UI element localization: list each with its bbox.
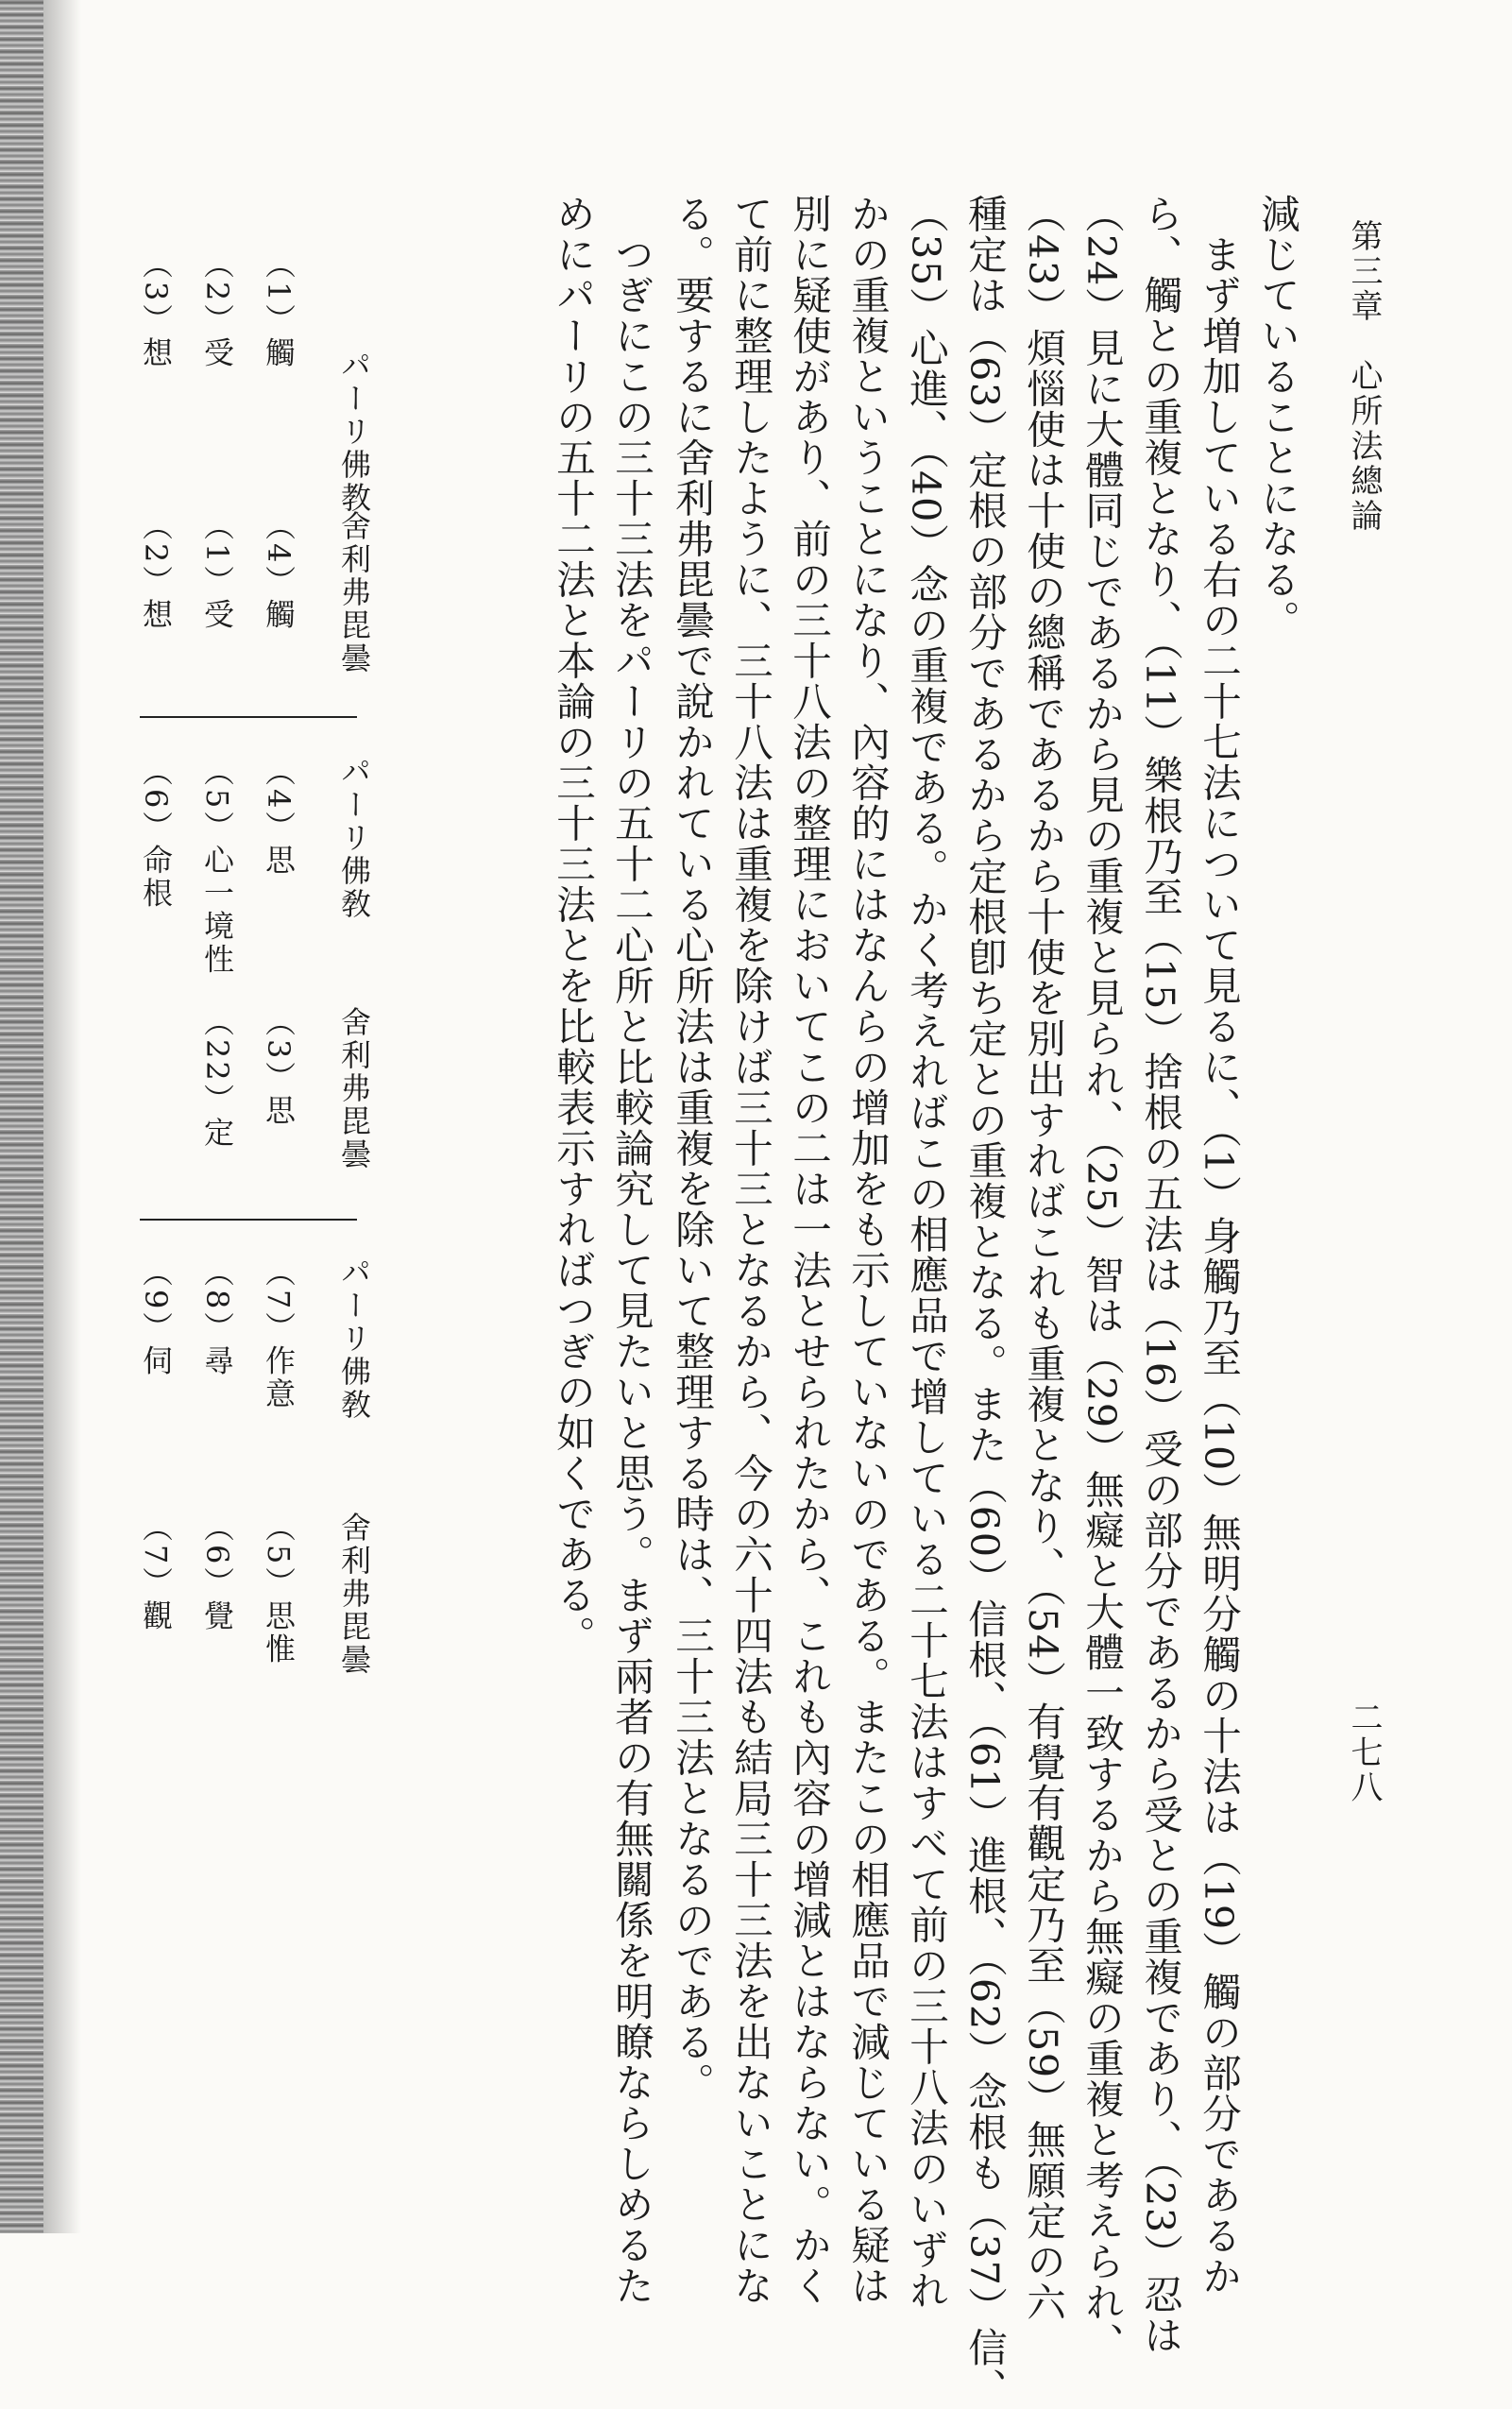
table-cell: （7）觀 <box>138 1512 174 1633</box>
table-cell: （4）思 <box>261 756 297 878</box>
body-line: 減じていることになる。 <box>1254 194 1300 641</box>
body-line: 種定は（63）定根の部分であるから定根卽ち定との重複となる。また（60）信根、（61）進根、（62）念根も（37）信、 <box>961 194 1008 2409</box>
table-group-divider <box>140 716 357 718</box>
body-line: （35）心進、（40）念の重複である。かく考えればこの相應品で增している二十七法はすべて前の三十八法のいずれ <box>903 194 949 2311</box>
page-number: 二七八 <box>1345 1700 1383 1805</box>
table-cell: （6）覺 <box>199 1512 235 1633</box>
table-cell: （22）定 <box>199 1006 235 1150</box>
table-cell: （4）觸 <box>261 510 297 632</box>
body-line: まず増加している右の二十七法について見るに、（1）身觸乃至（10）無明分觸の十法は（19）觸の部分であるか <box>1196 194 1242 2297</box>
table-col-header: 舍利弗毘曇 <box>336 1006 372 1171</box>
table-cell: （9）伺 <box>138 1256 174 1378</box>
body-line: て前に整理したように、三十八法は重複を除けば三十三となるから、今の六十四法も結局三十三法を出ないことにな <box>727 194 773 2306</box>
table-cell: （2）受 <box>199 248 235 370</box>
body-line: ら、觸との重複となり、（11）樂根乃至（15）捨根の五法は（16）受の部分であるから受との重複であり、（23）忍は <box>1137 194 1183 2356</box>
table-col-header: パーリ佛敎 <box>336 756 372 921</box>
table-cell: （8）尋 <box>199 1256 235 1378</box>
table-cell: （1）受 <box>199 510 235 632</box>
table-col-header: 舍利弗毘曇 <box>336 510 372 675</box>
body-line: （24）見に大體同じであるから見の重複と見られ、（25）智は（29）無癡と大體一致するから無癡の重複と考えられ、 <box>1079 194 1125 2364</box>
body-line: （43）煩惱使は十使の總稱であるから十使を別出すればこれも重複となり、（54）有覺有觀定乃至（59）無願定の六 <box>1020 194 1066 2323</box>
table-cell: （2）想 <box>138 510 174 632</box>
table-cell: （5）思惟 <box>261 1512 297 1666</box>
table-cell: （3）想 <box>138 248 174 370</box>
table-cell: （5）心一境性 <box>199 756 235 977</box>
table-col-header: 舍利弗毘曇 <box>336 1512 372 1677</box>
body-line: る。要するに舍利弗毘曇で說かれている心所法は重複を除いて整理する時は、三十三法となるのである。 <box>669 194 715 2103</box>
chapter-header: 第三章 心所法總論 <box>1345 219 1383 534</box>
table-cell: （1）觸 <box>261 248 297 370</box>
body-line: めにパーリの五十二法と本論の三十三法とを比較表示すればつぎの如くである。 <box>550 194 596 1656</box>
scan-shadow-gradient <box>43 0 81 2233</box>
body-line: かの重複ということになり、內容的にはなんらの增加をも示していないのである。またこの相應品で減じている疑は <box>844 194 891 2306</box>
table-col-header: パーリ佛教 <box>336 350 372 515</box>
table-cell: （6）命根 <box>138 756 174 911</box>
table-group-divider <box>140 1219 357 1221</box>
table-col-header: パーリ佛敎 <box>336 1256 372 1422</box>
table-cell: （3）思 <box>261 1006 297 1128</box>
body-line: つぎにこの三十三法をパーリの五十二心所と比較論究して見たいと思う。まず兩者の有無關係を明瞭ならしめるた <box>608 194 654 2306</box>
table-cell: （7）作意 <box>261 1256 297 1411</box>
scan-shadow-edge <box>0 0 43 2233</box>
body-line: 別に疑使があり、前の三十八法の整理においてこの二は一法とせられたから、これも內容の增減とはならない。かく <box>786 194 832 2306</box>
